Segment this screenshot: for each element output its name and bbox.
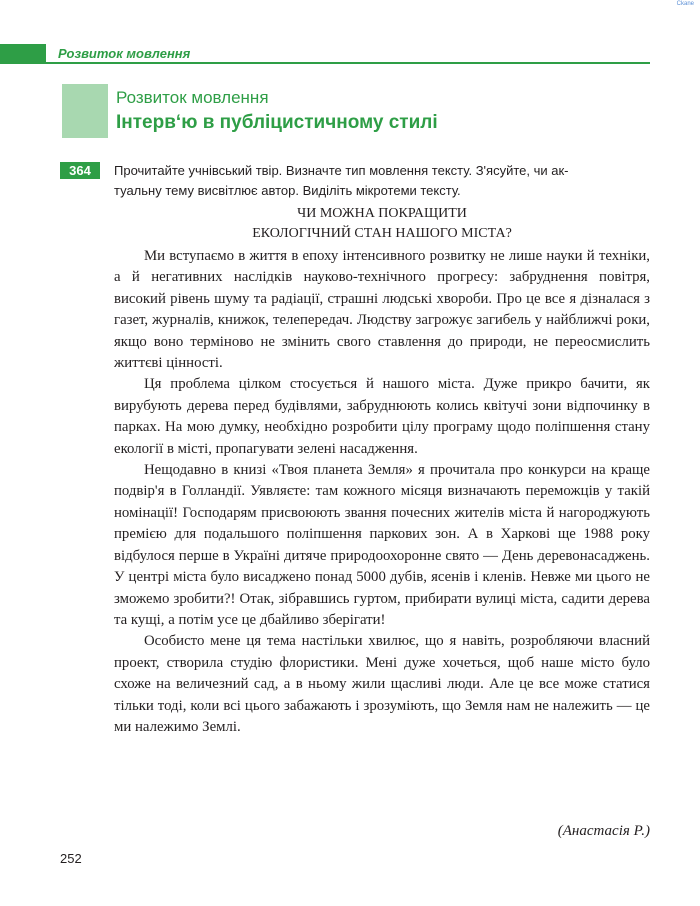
heading-accent-box bbox=[62, 84, 108, 138]
page-number: 252 bbox=[60, 851, 82, 866]
heading-kicker: Розвиток мовлення bbox=[116, 88, 269, 107]
essay-body bbox=[114, 246, 650, 738]
essay-paragraph: Нещодавно в книзі «Твоя планета Земля» я прочитала про конкурси на краще подвір'я в Голландії. Уявляєте: там кожного місяця визначають переможців у такій номінації! Господарям присвоюють звання почесних жителів міста й нагороджують премією для подальшого поліпшення паркових зон. А в Харкові ще 1988 року відбулося перше в Україні дитяче природоохоронне свято — День деревонасаджень. У центрі міста було висаджено понад 5000 дубів, ясенів і кленів. Невже ми цього не зможемо зробити?! Отак, зібравшись гуртом, прибирати вулиці міста, садити дерева та кущі, а потім усе це дбайливо зберігати! bbox=[114, 462, 650, 628]
essay-title-line: ЧИ МОЖНА ПОКРАЩИТИ bbox=[297, 206, 467, 221]
essay-signature: (Анастасія Р.) bbox=[557, 823, 650, 839]
essay-title-line: ЕКОЛОГІЧНИЙ СТАН НАШОГО МІСТА? bbox=[252, 226, 512, 241]
essay-paragraph: Ця проблема цілком стосується й нашого міста. Дуже прикро бачити, як вирубують дерева перед будівлями, забруднюють колись квітучі зони відпочинку в парках. На мою думку, необхідно розробити цілу програму щодо поліпшення стану екології в місті, пропагувати зелені насадження. bbox=[114, 376, 650, 457]
page-title: Інтерв‘ю в публіцистичному стилі bbox=[116, 112, 438, 133]
task-number-badge: 364 bbox=[60, 162, 100, 179]
header-rule bbox=[46, 62, 650, 64]
essay-title bbox=[114, 204, 650, 244]
section-header-label: Розвиток мовлення bbox=[58, 46, 191, 61]
task-instructions bbox=[114, 161, 652, 201]
essay-paragraph: Ми вступаємо в життя в епоху інтенсивного розвитку не лише науки й техніки, а й негативних наслідків науково-технічного прогресу: забруднення повітря, високий рівень шуму та радіації, страшні людські хвороби. Про це все я дізналася з газет, журналів, книжок, телепередач. Людству загрожує загибель у найближчі роки, якщо воно терміново не змінить свого ставлення до природи, не переосмислить життєві цінності. bbox=[114, 248, 650, 372]
section-header-bar bbox=[0, 44, 650, 64]
task-line: Прочитайте учнівський твір. Визначте тип мовлення тексту. З'ясуйте, чи ак- bbox=[114, 163, 569, 178]
header-color-stub bbox=[0, 44, 46, 64]
scanner-watermark: Сkаnе bbox=[676, 1, 694, 7]
task-line: туальну тему висвітлює автор. Виділіть мікротеми тексту. bbox=[114, 183, 461, 198]
essay-paragraph: Особисто мене ця тема настільки хвилює, що я навіть, розробляючи власний проект, створила студію флористики. Мені дуже хочеться, щоб наше місто було схоже на величезний сад, а в ньому жили щасливі люди. Але це все може статися тільки тоді, коли всі цього забажають і зрозуміють, що Земля нам не належить — це ми належимо Землі. bbox=[114, 633, 650, 735]
